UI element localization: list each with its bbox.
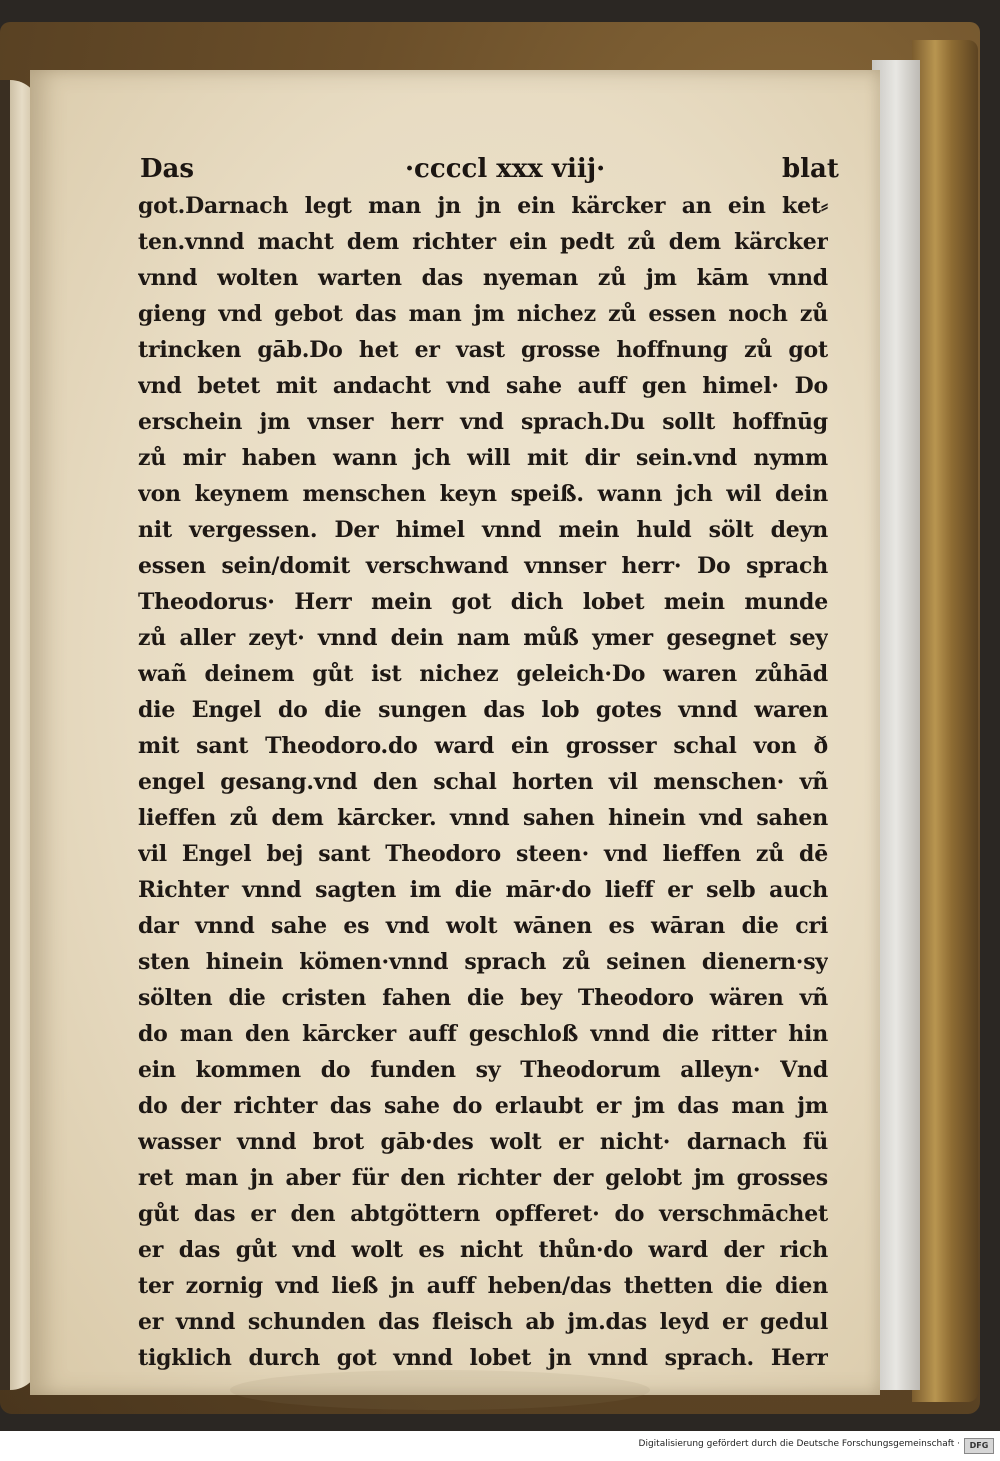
- footer-bar: [0, 1431, 1000, 1461]
- text-line: er vnnd schunden das fleisch ab jm.das leyd er gedul: [138, 1309, 828, 1335]
- text-line: mit sant Theodoro.do ward ein grosser schal von ð: [138, 733, 828, 759]
- text-line: tigklich durch got vnnd lobet jn vnnd sprach. Herr: [138, 1345, 828, 1371]
- text-line: er das gůt vnd wolt es nicht thůn·do ward der rich: [138, 1237, 828, 1263]
- text-line: vnd betet mit andacht vnd sahe auff gen himel· Do: [138, 373, 828, 399]
- text-line: nit vergessen. Der himel vnnd mein huld sölt deyn: [138, 517, 828, 543]
- text-line: Richter vnnd sagten im die mār·do lieff er selb auch: [138, 877, 828, 903]
- text-line: engel gesang.vnd den schal horten vil menschen· vñ: [138, 769, 828, 795]
- text-line: die Engel do die sungen das lob gotes vnnd waren: [138, 697, 828, 723]
- text-line: sölten die cristen fahen die bey Theodoro wären vñ: [138, 985, 828, 1011]
- spine-shadow: [0, 80, 10, 1390]
- text-line: lieffen zů dem kārcker. vnnd sahen hinein vnd sahen: [138, 805, 828, 831]
- text-line: do der richter das sahe do erlaubt er jm das man jm: [138, 1093, 828, 1119]
- text-line: zů aller zeyt· vnnd dein nam můß ymer gesegnet sey: [138, 625, 828, 651]
- text-line: essen sein/domit verschwand vnnser herr· Do sprach: [138, 553, 828, 579]
- gilt-edge: [912, 40, 978, 1402]
- text-line: ret man jn aber für den richter der gelobt jm grosses: [138, 1165, 828, 1191]
- funding-credit: Digitalisierung gefördert durch die Deutsche Forschungsgemeinschaft ·: [638, 1439, 960, 1449]
- text-line: ein kommen do funden sy Theodorum alleyn· Vnd: [138, 1057, 828, 1083]
- running-head-left: Das: [140, 154, 195, 184]
- text-line: gůt das er den abtgöttern opfferet· do verschmāchet: [138, 1201, 828, 1227]
- text-line: ter zornig vnd ließ jn auff heben/das thetten die dien: [138, 1273, 828, 1299]
- text-line: trincken gāb.Do het er vast grosse hoffnung zů got: [138, 337, 828, 363]
- text-line: sten hinein kömen·vnnd sprach zů seinen dienern·sy: [138, 949, 828, 975]
- text-line: dar vnnd sahe es vnd wolt wānen es wāran die cri: [138, 913, 828, 939]
- text-line: von keynem menschen keyn speiß. wann jch wil dein: [138, 481, 828, 507]
- text-line: gieng vnd gebot das man jm nichez zů essen noch zů: [138, 301, 828, 327]
- text-line: wasser vnnd brot gāb·des wolt er nicht· darnach fü: [138, 1129, 828, 1155]
- folio-number: ·ccccl xxx viij·: [405, 154, 606, 184]
- text-line: erschein jm vnser herr vnd sprach.Du sollt hoffnūg: [138, 409, 828, 435]
- text-line: got.Darnach legt man jn jn ein kärcker an ein ket⸗: [138, 193, 828, 219]
- text-line: wañ deinem gůt ist nichez geleich·Do waren zůhād: [138, 661, 828, 687]
- text-line: do man den kārcker auff geschloß vnnd die ritter hin: [138, 1021, 828, 1047]
- text-line: ten.vnnd macht dem richter ein pedt zů dem kärcker: [138, 229, 828, 255]
- text-line: vil Engel bej sant Theodoro steen· vnd lieffen zů dē: [138, 841, 828, 867]
- text-block: [30, 70, 880, 1395]
- running-head-right: blat: [782, 154, 839, 184]
- text-line: zů mir haben wann jch will mit dir sein.vnd nymm: [138, 445, 828, 471]
- book-page: [30, 70, 880, 1395]
- dfg-logo: DFG: [964, 1438, 994, 1454]
- text-line: Theodorus· Herr mein got dich lobet mein munde: [138, 589, 828, 615]
- text-line: vnnd wolten warten das nyeman zů jm kām vnnd: [138, 265, 828, 291]
